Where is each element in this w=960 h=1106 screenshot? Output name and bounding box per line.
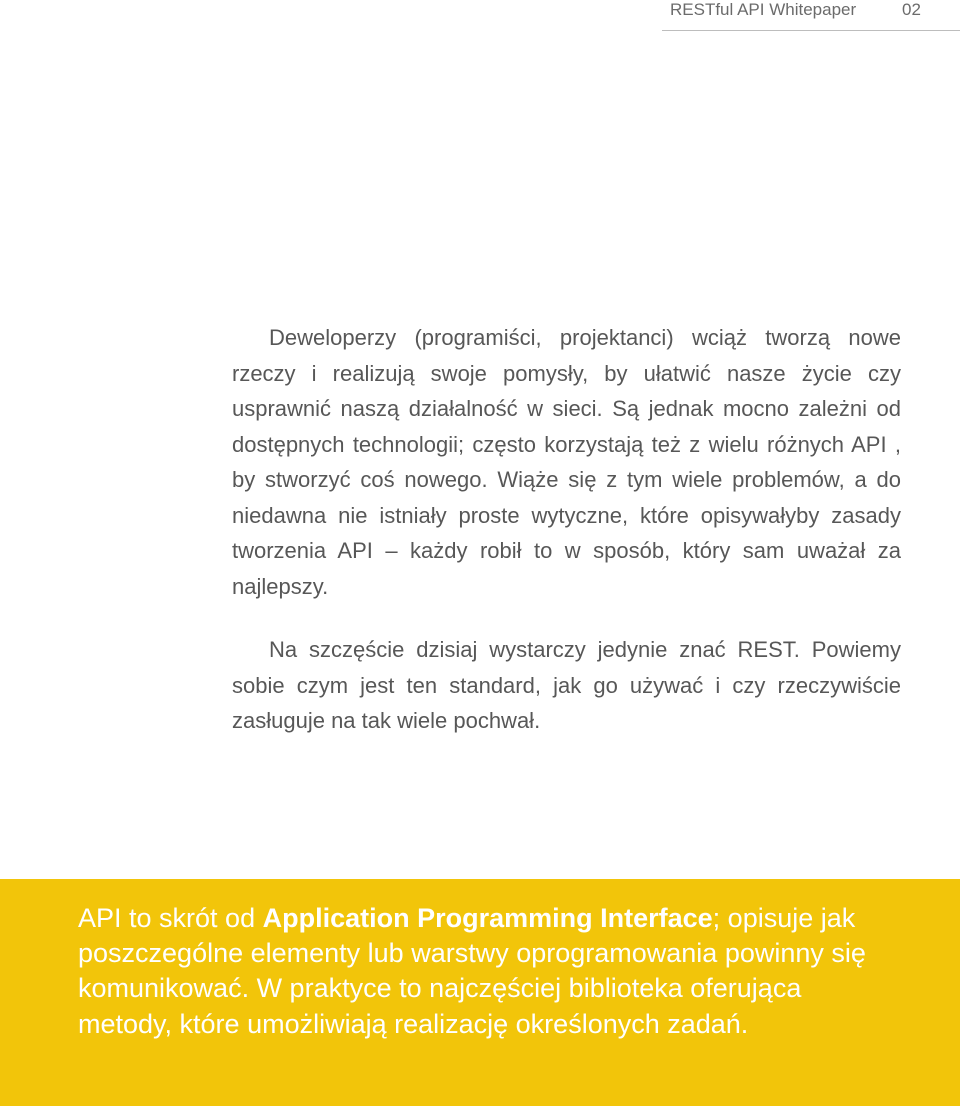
callout-term: Application Programming Interface — [262, 903, 713, 933]
callout-text — [78, 901, 878, 1042]
api-definition-callout — [0, 879, 960, 1106]
rest-paragraph: Na szczęście dzisiaj wystarczy jedynie znać REST. Powiemy sobie czym jest ten standard, jak go używać i czy rzeczywiście zasługuje na tak wiele pochwał. — [232, 637, 901, 733]
page-number: 02 — [902, 0, 921, 19]
page-header — [662, 0, 960, 31]
rest-paragraph-block — [232, 632, 901, 739]
document-title: RESTful API Whitepaper — [670, 0, 857, 19]
intro-paragraph: Deweloperzy (programiści, projektanci) wciąż tworzą nowe rzeczy i realizują swoje pomysły, by ułatwić nasze życie czy usprawnić naszą działalność w sieci. Są jednak mocno zależni od dostępnych technologii; często korzystają też z wielu różnych API , by stworzyć coś nowego. Wiąże się z tym wiele problemów, a do niedawna nie istniały proste wytyczne, które opisywałyby zasady tworzenia API – każdy robił to w sposób, który sam uważał za najlepszy. — [232, 325, 901, 599]
callout-text-end: ; opisuje jak poszczególne elementy lub warstwy oprogramowania powinny się komunikować. W praktyce to najczęściej biblioteka oferująca metody, które umożliwiają realizację określonych zadań. — [78, 903, 866, 1039]
intro-paragraph-block — [232, 320, 901, 604]
callout-text-start: API to skrót od — [78, 903, 263, 933]
